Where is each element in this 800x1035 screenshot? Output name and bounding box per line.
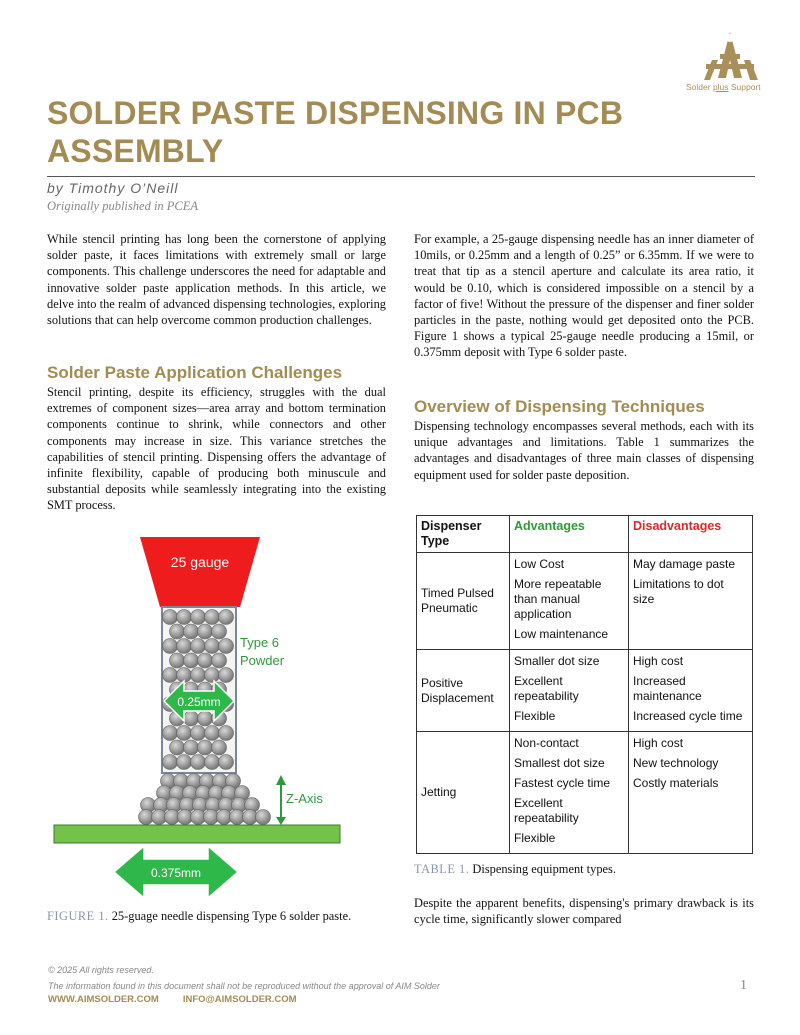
- powder-particle: [163, 755, 178, 770]
- powder-particle: [198, 740, 213, 755]
- logo-tagline: Solder plus Support: [686, 82, 761, 92]
- powder-particle: [205, 726, 220, 741]
- powder-particle: [205, 668, 220, 683]
- powder-particle: [198, 624, 213, 639]
- disadvantage-item: Costly materials: [633, 776, 719, 790]
- advantages-cell: [510, 732, 629, 854]
- deposit-particles: [139, 774, 271, 825]
- powder-particle: [212, 653, 227, 668]
- header-advantages: Advantages: [510, 516, 629, 553]
- disadvantage-item: May damage paste: [633, 557, 736, 571]
- powder-label-line1: Type 6: [240, 635, 280, 650]
- powder-particle: [191, 668, 206, 683]
- needle-hub: [140, 537, 260, 607]
- powder-particle: [177, 639, 192, 654]
- powder-particle: [163, 610, 178, 625]
- powder-particle: [205, 755, 220, 770]
- header-dispenser-type: Dispenser Type: [417, 516, 510, 553]
- powder-particle: [191, 639, 206, 654]
- advantage-item: Smallest dot size: [514, 756, 605, 770]
- table-row: [417, 732, 753, 854]
- drawback-paragraph: Despite the apparent benefits, dispensing's primary drawback is its cycle time, significantly slower compared: [414, 896, 754, 927]
- powder-label-line2: Powder: [240, 653, 285, 668]
- disadvantage-item: Increased cycle time: [633, 709, 743, 723]
- figure-caption: [47, 908, 386, 924]
- dispenser-table: [416, 515, 753, 854]
- table-caption: [414, 861, 754, 877]
- figure-caption-label: FIGURE 1.: [47, 909, 109, 923]
- powder-particle: [177, 755, 192, 770]
- advantages-cell: [510, 650, 629, 732]
- z-axis-label: Z-Axis: [286, 791, 323, 806]
- powder-particle: [219, 668, 234, 683]
- powder-particle: [191, 755, 206, 770]
- table-header-row: [417, 516, 753, 553]
- powder-particle: [163, 726, 178, 741]
- pcb-board: [54, 825, 340, 843]
- powder-particle: [177, 726, 192, 741]
- powder-particle: [170, 740, 185, 755]
- z-axis-arrow-up: [276, 775, 286, 785]
- advantage-item: Non-contact: [514, 736, 579, 750]
- publication-note: Originally published in PCEA: [47, 199, 199, 213]
- powder-particle: [212, 624, 227, 639]
- powder-particle: [205, 610, 220, 625]
- page-title: SOLDER PASTE DISPENSING IN PCB ASSEMBLY: [47, 95, 624, 169]
- powder-particle: [177, 610, 192, 625]
- deposit-particle: [256, 810, 271, 825]
- powder-particle: [198, 711, 213, 726]
- challenges-paragraph: Stencil printing, despite its efficiency, struggles with the dual extremes of component sizes—area array and bottom termination components continue to shrink, while connectors and other components may increase in size. This variance stretches the capabilities of stencil printing. Dispensing offers the advantage of infinite flexibility, capable of producing both minuscule and substantial deposits while seamlessly integrating into the existing SMT process.: [47, 385, 386, 513]
- powder-particle: [219, 610, 234, 625]
- powder-particle: [184, 740, 199, 755]
- disadvantage-item: New technology: [633, 756, 719, 770]
- website-link[interactable]: WWW.AIMSOLDER.COM: [48, 994, 159, 1005]
- advantage-item: Excellent repeatability: [514, 674, 579, 703]
- advantage-item: Flexible: [514, 831, 556, 845]
- disadvantages-cell: [629, 650, 753, 732]
- intro-paragraph: While stencil printing has long been the cornerstone of applying solder paste, it faces limitations with extremely small or large components. This challenge underscores the need for adaptable and innovative solder paste application methods. In this article, we delve into the realm of advanced dispensing technologies, exploring solutions that can help overcome common production challenges.: [47, 232, 386, 328]
- disadvantage-item: High cost: [633, 736, 684, 750]
- powder-particle: [163, 668, 178, 683]
- disadvantages-cell: [629, 553, 753, 650]
- table-row: [417, 650, 753, 732]
- table-caption-label: TABLE 1.: [414, 862, 470, 876]
- section-heading-techniques: Overview of Dispensing Techniques: [414, 397, 705, 416]
- powder-particle: [191, 726, 206, 741]
- powder-particle: [212, 740, 227, 755]
- powder-particle: [184, 653, 199, 668]
- advantage-item: Smaller dot size: [514, 654, 600, 668]
- powder-particle: [219, 639, 234, 654]
- type-cell: Jetting: [417, 732, 510, 854]
- powder-particle: [163, 639, 178, 654]
- disadvantage-item: Increased maintenance: [633, 674, 702, 703]
- disadvantage-item: Limitations to dot size: [633, 577, 724, 606]
- advantage-item: Low maintenance: [514, 627, 609, 641]
- byline: by Timothy O’Neill: [47, 180, 179, 196]
- example-paragraph: For example, a 25-gauge dispensing needle has an inner diameter of 10mils, or 0.25mm and a length of 0.25” or 6.35mm. If we were to treat that tip as a stencil aperture and calculate its area ratio, it would be 0.10, which is considered impossible on a stencil by a factor of five! Without the pressure of the dispenser and finer solder particles in the paste, nothing would get deposited onto the PCB. Figure 1 shows a typical 25-gauge needle producing a 15mil, or 0.375mm deposit with Type 6 solder paste.: [414, 232, 754, 360]
- powder-particle: [184, 711, 199, 726]
- powder-particle: [170, 624, 185, 639]
- email-link[interactable]: INFO@AIMSOLDER.COM: [182, 994, 297, 1005]
- powder-particle: [219, 726, 234, 741]
- table-caption-text: Dispensing equipment types.: [469, 862, 616, 876]
- powder-particle: [184, 624, 199, 639]
- advantage-item: Fastest cycle time: [514, 776, 611, 790]
- deposit-width-label: 0.375mm: [150, 866, 202, 880]
- powder-particle: [170, 653, 185, 668]
- figure-caption-text: 25-guage needle dispensing Type 6 solder paste.: [108, 909, 352, 923]
- z-axis-arrow-down: [276, 817, 286, 825]
- disadvantages-cell: [629, 732, 753, 854]
- footer-notice: The information found in this document shall not be reproduced without the approval of AIM Solder: [48, 981, 440, 991]
- advantage-item: Excellent repeatability: [514, 796, 579, 825]
- footer-contact: [48, 994, 321, 1005]
- advantage-item: Low Cost: [514, 557, 565, 571]
- gauge-label: 25 gauge: [170, 554, 230, 570]
- section-heading-challenges: Solder Paste Application Challenges: [47, 363, 343, 382]
- page-number: 1: [740, 978, 747, 993]
- powder-particle: [219, 755, 234, 770]
- table-row: [417, 553, 753, 650]
- powder-particle: [198, 653, 213, 668]
- techniques-paragraph: Dispensing technology encompasses several methods, each with its unique advantages and limitations. Table 1 summarizes the advantages and disadvantages of three main classes of dispensing equipment used for solder paste deposition.: [414, 419, 754, 482]
- type-cell: Timed Pulsed Pneumatic: [417, 553, 510, 650]
- title-divider: [47, 176, 755, 177]
- powder-particle: [205, 639, 220, 654]
- advantage-item: More repeatable than manual application: [514, 577, 602, 621]
- powder-particle: [191, 610, 206, 625]
- footer-copyright: © 2025 All rights reserved.: [48, 965, 154, 975]
- advantages-cell: [510, 553, 629, 650]
- type-cell: Positive Displacement: [417, 650, 510, 732]
- disadvantage-item: High cost: [633, 654, 684, 668]
- advantage-item: Flexible: [514, 709, 556, 723]
- header-disadvantages: Disadvantages: [629, 516, 753, 553]
- inner-diameter-label: 0.25mm: [177, 695, 221, 709]
- figure-needle-diagram: [48, 533, 348, 903]
